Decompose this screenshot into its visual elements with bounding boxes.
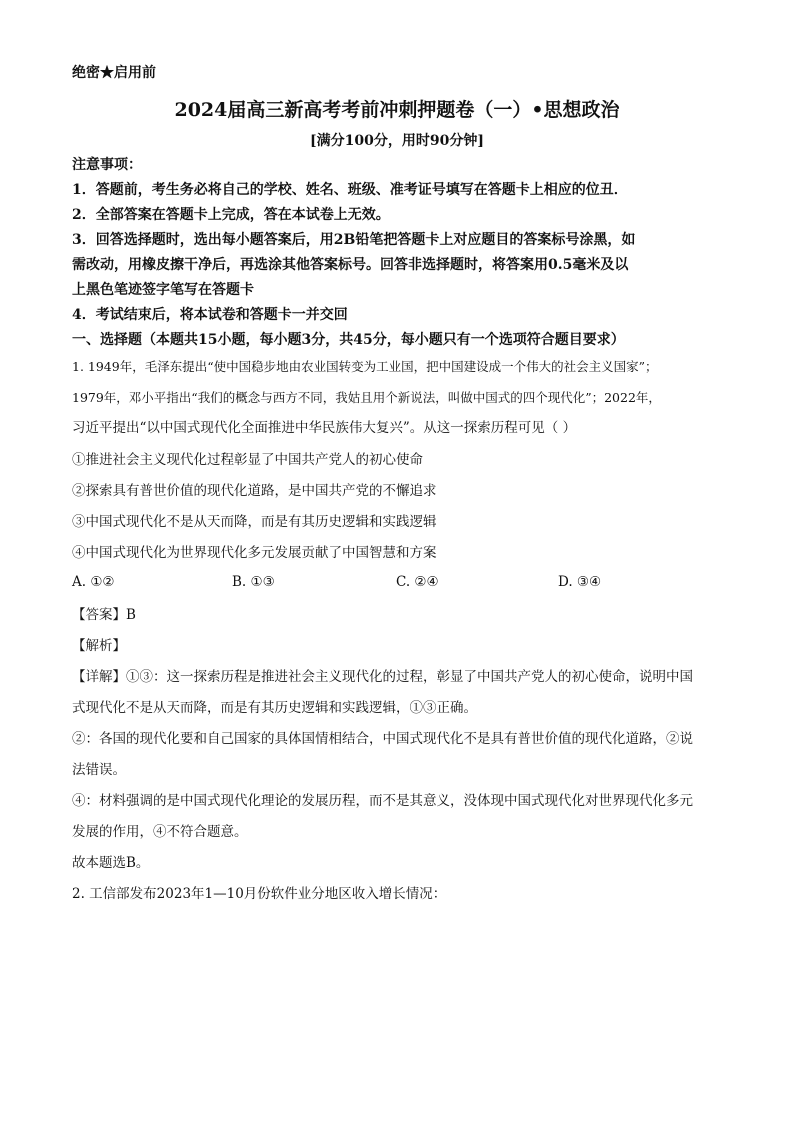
answer-label: 【答案】B (72, 607, 136, 623)
note-item: 2．全部答案在答题卡上完成，答在本试卷上无效。 (72, 207, 390, 223)
note-item: 上黑色笔迹签字笔写在答题卡 (72, 282, 254, 298)
option-b: B. ①③ (232, 574, 275, 590)
statement-3: ③中国式现代化不是从天而降，而是有其历史逻辑和实践逻辑 (72, 514, 437, 530)
note-item: 4．考试结束后，将本试卷和答题卡一并交回 (72, 307, 348, 323)
note-item: 需改动，用橡皮擦干净后，再选涂其他答案标号。回答非选择题时，将答案用0.5毫米及以 (72, 257, 629, 273)
detail-line: ④：材料强调的是中国式现代化理论的发展历程，而不是其意义，没体现中国式现代化对世界现代化多元 (72, 793, 693, 809)
option-c: C. ②④ (396, 574, 439, 590)
question-stem-line: 1979年，邓小平指出“我们的概念与西方不同，我姑且用个新说法，叫做中国式的四个现代化”；2022年， (72, 390, 661, 405)
confidential-label: 绝密★启用前 (72, 65, 156, 81)
question-stem-line: 习近平提出“以中国式现代化全面推进中华民族伟大复兴”。从这一探索历程可见（ ） (72, 420, 577, 436)
page-title: 2024届高三新高考考前冲刺押题卷（一）•思想政治 (174, 99, 620, 121)
page-subtitle: [满分100分，用时90分钟] (310, 133, 484, 149)
note-item: 3．回答选择题时，选出每小题答案后，用2B铅笔把答题卡上对应题目的答案标号涂黑，如 (72, 232, 636, 248)
notes-heading: 注意事项： (72, 157, 142, 173)
note-item: 1．答题前，考生务必将自己的学校、姓名、班级、准考证号填写在答题卡上相应的位丑． (72, 182, 628, 198)
detail-line: 发展的作用，④不符合题意。 (72, 824, 248, 840)
question-2-stem: 2. 工信部发布2023年1—10月份软件业分地区收入增长情况： (72, 886, 447, 902)
option-d: D. ③④ (558, 574, 602, 590)
detail-line: 式现代化不是从天而降，而是有其历史逻辑和实践逻辑，①③正确。 (72, 700, 477, 716)
detail-line: ②：各国的现代化要和自己国家的具体国情相结合，中国式现代化不是具有普世价值的现代化道路，②说 (72, 731, 693, 747)
detail-line: 故本题选B。 (72, 855, 150, 871)
option-a: A. ①② (72, 574, 115, 590)
statement-1: ①推进社会主义现代化过程彰显了中国共产党人的初心使命 (72, 452, 423, 468)
analysis-label: 【解析】 (72, 638, 126, 654)
statement-4: ④中国式现代化为世界现代化多元发展贡献了中国智慧和方案 (72, 545, 437, 561)
question-stem-line: 1. 1949年，毛泽东提出“使中国稳步地由农业国转变为工业国，把中国建设成一个伟大的社会主义国家”； (72, 359, 658, 374)
detail-line: 【详解】①③：这一探索历程是推进社会主义现代化的过程，彰显了中国共产党人的初心使命，说明中国 (72, 669, 693, 685)
statement-2: ②探索具有普世价值的现代化道路，是中国共产党的不懈追求 (72, 483, 437, 499)
section-heading: 一、选择题（本题共15小题，每小题3分，共45分，每小题只有一个选项符合题目要求） (72, 332, 625, 348)
detail-line: 法错误。 (72, 762, 126, 778)
